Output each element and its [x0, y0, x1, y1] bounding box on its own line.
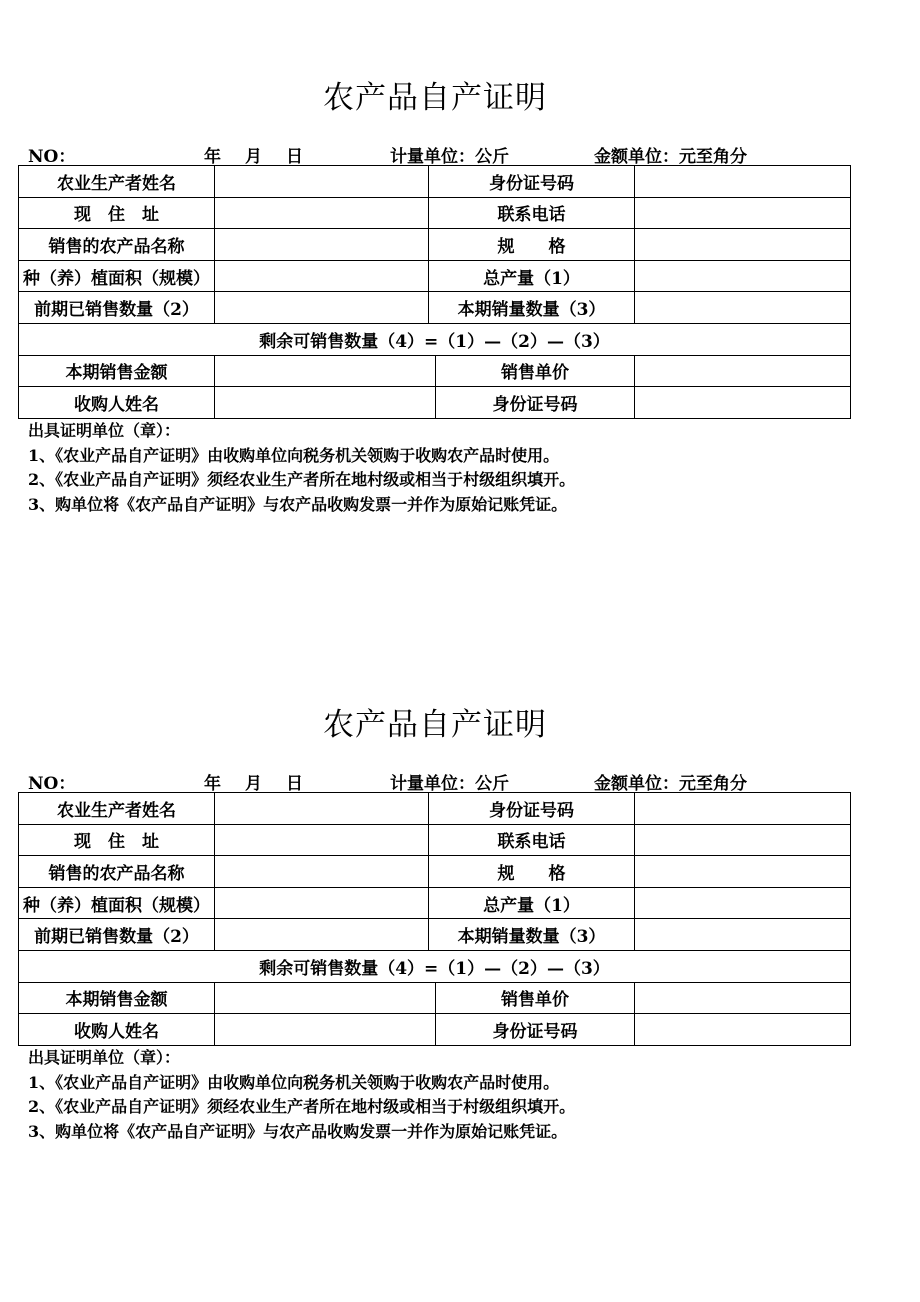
table-row [19, 166, 851, 198]
unit-price-field[interactable] [635, 355, 851, 387]
table-row [19, 1014, 851, 1046]
current-sold-label: 本期销量数量（3） [429, 292, 635, 324]
id-number-label: 身份证号码 [429, 793, 635, 825]
address-label: 现 住 址 [19, 824, 215, 856]
certificate-table [18, 792, 851, 1046]
number-label: NO： [28, 774, 76, 794]
id-number-field[interactable] [635, 793, 851, 825]
issuer-label: 出具证明单位（章）： [28, 421, 181, 440]
area-label: 种（养）植面积（规模） [19, 887, 215, 919]
sales-amount-field[interactable] [215, 355, 436, 387]
table-row [19, 323, 851, 355]
unit-price-label: 销售单价 [436, 982, 635, 1014]
buyer-id-label: 身份证号码 [436, 387, 635, 419]
area-field[interactable] [215, 887, 429, 919]
id-number-label: 身份证号码 [429, 166, 635, 198]
table-row [19, 387, 851, 419]
table-row [19, 982, 851, 1014]
buyer-id-field[interactable] [635, 1014, 851, 1046]
day-label: 日 [286, 774, 303, 794]
total-output-label: 总产量（1） [429, 887, 635, 919]
note-line-2: 2、《农业产品自产证明》须经农业生产者所在地村级或相当于村级组织填开。 [28, 1097, 576, 1116]
table-row [19, 919, 851, 951]
buyer-id-field[interactable] [635, 387, 851, 419]
notes [28, 1046, 575, 1144]
producer-name-label: 农业生产者姓名 [19, 166, 215, 198]
phone-field[interactable] [635, 197, 851, 229]
date-labels [204, 769, 303, 794]
spec-field[interactable] [635, 856, 851, 888]
issuer-label: 出具证明单位（章）： [28, 1048, 181, 1067]
current-sold-field[interactable] [635, 292, 851, 324]
area-field[interactable] [215, 260, 429, 292]
month-label: 月 [245, 147, 262, 167]
money-unit-label: 金额单位：元至角分 [594, 147, 747, 167]
note-line-3: 3、购单位将《农产品自产证明》与农产品收购发票一并作为原始记账凭证。 [28, 1121, 568, 1141]
product-name-field[interactable] [215, 229, 429, 261]
table-row [19, 260, 851, 292]
buyer-name-label: 收购人姓名 [19, 1014, 215, 1046]
address-label: 现 住 址 [19, 197, 215, 229]
product-name-label: 销售的农产品名称 [19, 229, 215, 261]
sales-amount-label: 本期销售金额 [19, 355, 215, 387]
table-row [19, 229, 851, 261]
spec-field[interactable] [635, 229, 851, 261]
note-line-1: 1、《农业产品自产证明》由收购单位向税务机关领购于收购农产品时使用。 [28, 1072, 560, 1092]
total-output-field[interactable] [635, 260, 851, 292]
spec-label: 规 格 [429, 229, 635, 261]
form-title: 农产品自产证明 [323, 80, 547, 116]
product-name-field[interactable] [215, 856, 429, 888]
certificate-table [18, 165, 851, 419]
phone-label: 联系电话 [429, 197, 635, 229]
buyer-name-label: 收购人姓名 [19, 387, 215, 419]
unit-price-field[interactable] [635, 982, 851, 1014]
table-row [19, 824, 851, 856]
note-line-3: 3、购单位将《农产品自产证明》与农产品收购发票一并作为原始记账凭证。 [28, 494, 568, 514]
measure-unit-label: 计量单位：公斤 [390, 774, 509, 794]
note-line-2: 2、《农业产品自产证明》须经农业生产者所在地村级或相当于村级组织填开。 [28, 470, 576, 489]
date-labels [204, 142, 303, 167]
prior-sold-field[interactable] [215, 292, 429, 324]
address-field[interactable] [215, 197, 429, 229]
form-title: 农产品自产证明 [323, 707, 547, 743]
phone-label: 联系电话 [429, 824, 635, 856]
producer-name-field[interactable] [215, 793, 429, 825]
id-number-field[interactable] [635, 166, 851, 198]
phone-field[interactable] [635, 824, 851, 856]
number-label: NO： [28, 147, 76, 167]
sales-amount-label: 本期销售金额 [19, 982, 215, 1014]
certificate-form-1 [0, 70, 920, 514]
year-label: 年 [204, 147, 221, 167]
month-label: 月 [245, 774, 262, 794]
remaining-label: 剩余可销售数量（4）=（1）—（2）—（3） [19, 323, 851, 355]
unit-price-label: 销售单价 [436, 355, 635, 387]
prior-sold-label: 前期已销售数量（2） [19, 292, 215, 324]
buyer-name-field[interactable] [215, 387, 436, 419]
address-field[interactable] [215, 824, 429, 856]
day-label: 日 [286, 147, 303, 167]
producer-name-field[interactable] [215, 166, 429, 198]
total-output-field[interactable] [635, 887, 851, 919]
area-label: 种（养）植面积（规模） [19, 260, 215, 292]
table-row [19, 950, 851, 982]
table-row [19, 292, 851, 324]
product-name-label: 销售的农产品名称 [19, 856, 215, 888]
sales-amount-field[interactable] [215, 982, 436, 1014]
spec-label: 规 格 [429, 856, 635, 888]
producer-name-label: 农业生产者姓名 [19, 793, 215, 825]
measure-unit-label: 计量单位：公斤 [390, 147, 509, 167]
money-unit-label: 金额单位：元至角分 [594, 774, 747, 794]
table-row [19, 856, 851, 888]
current-sold-field[interactable] [635, 919, 851, 951]
buyer-id-label: 身份证号码 [436, 1014, 635, 1046]
prior-sold-field[interactable] [215, 919, 429, 951]
buyer-name-field[interactable] [215, 1014, 436, 1046]
notes [28, 419, 575, 517]
table-row [19, 793, 851, 825]
table-row [19, 887, 851, 919]
total-output-label: 总产量（1） [429, 260, 635, 292]
certificate-form-2 [0, 697, 920, 1141]
year-label: 年 [204, 774, 221, 794]
current-sold-label: 本期销量数量（3） [429, 919, 635, 951]
prior-sold-label: 前期已销售数量（2） [19, 919, 215, 951]
table-row [19, 355, 851, 387]
remaining-label: 剩余可销售数量（4）=（1）—（2）—（3） [19, 950, 851, 982]
note-line-1: 1、《农业产品自产证明》由收购单位向税务机关领购于收购农产品时使用。 [28, 445, 560, 465]
table-row [19, 197, 851, 229]
